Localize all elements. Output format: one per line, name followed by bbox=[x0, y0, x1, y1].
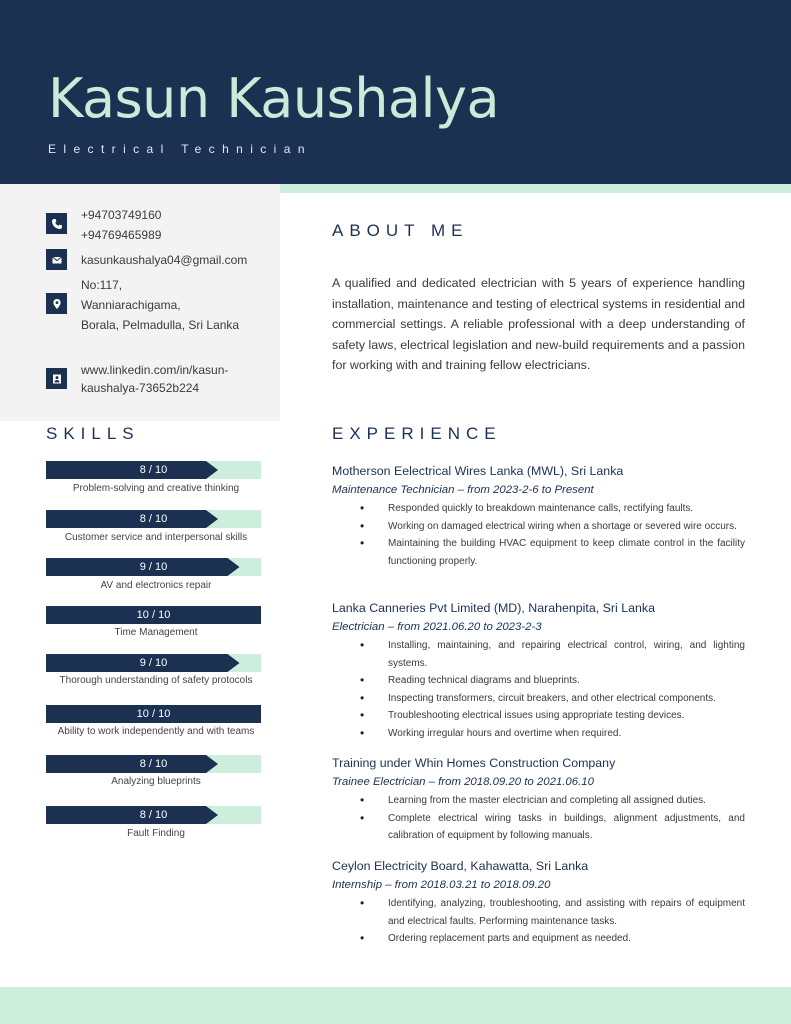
address-line-3: Borala, Pelmadulla, Sri Lanka bbox=[81, 318, 240, 332]
skill-bar-item bbox=[46, 606, 261, 626]
address-line-1: No:117, bbox=[81, 278, 123, 292]
company-name: Training under Whin Homes Construction Company bbox=[332, 756, 616, 770]
duty-item: • Inspecting transformers, circuit breakers, and other electrical components. bbox=[388, 690, 745, 708]
phone-number-2: +94769465989 bbox=[81, 228, 162, 242]
job-role: Maintenance Technician – from 2023-2-6 to Present bbox=[332, 484, 594, 496]
duty-item: • Working irregular hours and overtime when required. bbox=[388, 725, 745, 743]
about-heading: ABOUT ME bbox=[332, 221, 469, 240]
duty-item: • Responded quickly to breakdown maintenance calls, rectifying faults. bbox=[388, 500, 745, 518]
duty-list bbox=[388, 500, 745, 570]
skill-name: Analyzing blueprints bbox=[111, 776, 201, 787]
company-name: Lanka Canneries Pvt Limited (MD), Narahenpita, Sri Lanka bbox=[332, 601, 655, 615]
skill-score: 8 / 10 bbox=[139, 758, 168, 770]
duty-item: • Working on damaged electrical wiring when a shortage or severed wire occurs. bbox=[388, 518, 745, 536]
duty-item: • Maintaining the building HVAC equipment to keep climate control in the facility functioning properly. bbox=[388, 535, 745, 570]
skill-bar-item bbox=[46, 558, 261, 578]
footer-band bbox=[0, 987, 791, 1024]
address-line-2: Wanniarachigama, bbox=[81, 298, 181, 312]
duty-item: • Installing, maintaining, and repairing electrical control, wiring, and lighting systems. bbox=[388, 637, 745, 672]
skill-bar-item bbox=[46, 510, 261, 530]
duty-item: • Reading technical diagrams and blueprints. bbox=[388, 672, 745, 690]
experience-entry bbox=[332, 857, 745, 948]
skill-bar-item bbox=[46, 806, 261, 826]
skill-score: 9 / 10 bbox=[139, 657, 168, 669]
skill-name: Thorough understanding of safety protocols bbox=[59, 675, 253, 686]
phone-icon bbox=[46, 213, 67, 234]
skill-bar-item bbox=[46, 705, 261, 725]
skill-name: Fault Finding bbox=[127, 828, 185, 839]
skill-name: Ability to work independently and with teams bbox=[57, 726, 255, 737]
linkedin-url-line-1[interactable]: www.linkedin.com/in/kasun- bbox=[81, 363, 229, 377]
skill-score: 10 / 10 bbox=[136, 708, 171, 720]
about-paragraph: A qualified and dedicated electrician with 5 years of experience handling installation, maintenance and testing of electrical systems in residential and commercial settings. A reliable professional with a deep understanding of safety laws, electrical legislation and new-build requirements and a passion for working with and training fellow electricians. bbox=[332, 276, 745, 373]
skill-score: 9 / 10 bbox=[139, 561, 168, 573]
experience-heading: EXPERIENCE bbox=[332, 424, 502, 443]
person-icon bbox=[46, 368, 67, 389]
header-banner bbox=[0, 0, 791, 184]
skill-bar-item bbox=[46, 755, 261, 775]
duty-list bbox=[388, 637, 745, 743]
experience-entry bbox=[332, 462, 745, 570]
skill-bar-item bbox=[46, 654, 261, 674]
location-pin-icon bbox=[46, 293, 67, 314]
skill-name: Problem-solving and creative thinking bbox=[72, 483, 240, 494]
skill-score: 10 / 10 bbox=[136, 609, 171, 621]
company-name: Motherson Eelectrical Wires Lanka (MWL), Sri Lanka bbox=[332, 464, 624, 478]
skill-name: Time Management bbox=[114, 627, 198, 638]
candidate-name: Kasun Kaushalya bbox=[48, 67, 500, 130]
duty-list bbox=[388, 792, 745, 845]
job-role: Trainee Electrician – from 2018.09.20 to 2021.06.10 bbox=[332, 776, 594, 788]
experience-entry bbox=[332, 599, 745, 743]
skill-bar-item bbox=[46, 461, 261, 481]
skills-heading: SKILLS bbox=[46, 424, 140, 443]
accent-strip bbox=[280, 184, 791, 193]
job-role: Internship – from 2018.03.21 to 2018.09.20 bbox=[332, 879, 551, 891]
skill-name: Customer service and interpersonal skills bbox=[64, 532, 248, 543]
job-title: Electrical Technician bbox=[48, 142, 312, 156]
duty-item: • Identifying, analyzing, troubleshooting, and assisting with repairs of equipment and electrical faults. Performing maintenance tasks. bbox=[388, 895, 745, 930]
duty-item: • Complete electrical wiring tasks in buildings, alignment adjustments, and calibration of equipment by following manuals. bbox=[388, 810, 745, 845]
email-icon bbox=[46, 249, 67, 270]
email-address[interactable]: kasunkaushalya04@gmail.com bbox=[81, 253, 248, 267]
duty-item: • Learning from the master electrician and completing all assigned duties. bbox=[388, 792, 745, 810]
skill-score: 8 / 10 bbox=[139, 513, 168, 525]
skill-score: 8 / 10 bbox=[139, 464, 168, 476]
phone-number-1: +94703749160 bbox=[81, 208, 162, 222]
skill-name: AV and electronics repair bbox=[100, 580, 212, 591]
job-role: Electrician – from 2021.06.20 to 2023-2-3 bbox=[332, 621, 542, 633]
duty-item: • Troubleshooting electrical issues using appropriate testing devices. bbox=[388, 707, 745, 725]
skill-score: 8 / 10 bbox=[139, 809, 168, 821]
duty-item: • Ordering replacement parts and equipment as needed. bbox=[388, 930, 745, 948]
linkedin-url-line-2[interactable]: kaushalya-73652b224 bbox=[81, 381, 200, 395]
company-name: Ceylon Electricity Board, Kahawatta, Sri Lanka bbox=[332, 859, 589, 873]
experience-entry bbox=[332, 754, 745, 845]
duty-list bbox=[388, 895, 745, 948]
